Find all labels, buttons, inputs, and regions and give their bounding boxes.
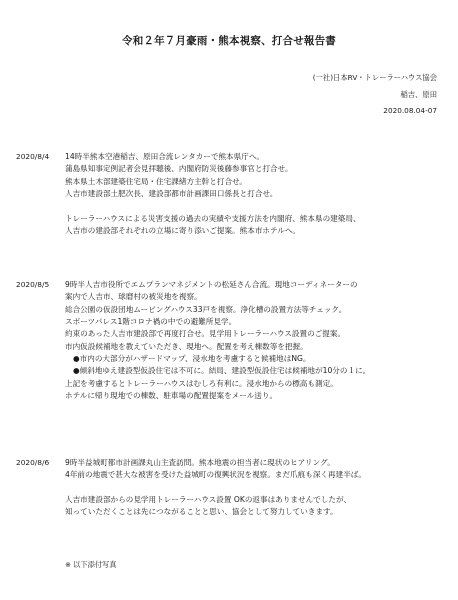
organization-name: (一社)日本RV・トレーラーハウス協会	[312, 73, 437, 82]
section-date: 2020/8/4	[16, 152, 50, 161]
report-line: スポーツパレス1階コロナ禍の中での避難所見学。	[65, 317, 237, 327]
report-line: 案内で人吉市、球磨村の被災地を視察。	[65, 292, 202, 302]
report-line: 蒲島県知事定例記者会見拝聴後、内閣府防災後藤参事官と打合せ。	[65, 164, 293, 174]
report-line: 約束のあった人吉市建設部で再度打合せ。見学用トレーラーハウス設置のご提案。	[65, 329, 346, 339]
report-line: 上記を考慮するとトレーラーハウスはむしろ有利に。浸水地からの標高も測定。	[65, 378, 338, 388]
bullet-line: ●傾斜地ゆえ建設型仮設住宅は不可に。結局、建設型仮設住宅は候補地が10分の１に。	[73, 366, 371, 376]
document-title: 令和２年７月豪雨・熊本視察、打合せ報告書	[122, 35, 336, 47]
report-line: 知っていただくことは先につながることと思い、協会として努力していきます。	[65, 507, 338, 517]
report-line: 14時半熊本空港稲吉、原田合流レンタカーで熊本県庁へ。	[65, 152, 265, 161]
report-line: 人吉市建設部からの見学用トレーラーハウス設置 OKの返事はありませんでしたが、	[65, 495, 352, 505]
report-line: トレーラーハウスによる災害支援の過去の実績や支援方法を内閣府、熊本県の建築局、	[65, 213, 361, 223]
blank-line	[65, 482, 445, 494]
report-line: 9時半益城町都市計画課丸山主査訪問。熊本地震の担当者に現状のヒアリング。	[65, 458, 335, 467]
report-line: 9時半人吉市役所でエムプランマネジメントの松延さん合流。現地コーディネーターの	[65, 280, 358, 289]
authors: 稲吉、原田	[400, 90, 437, 99]
blank-line	[65, 200, 445, 212]
report-line: 総合公園の仮設団地ムービングハウス33戸を視察。浄化槽の設置方法等チェック。	[65, 304, 347, 314]
section-body	[65, 279, 445, 402]
report-line: ホテルに帰り現地での棟数、駐車場の配置提案をメール送り。	[65, 391, 278, 401]
bullet-line: ●市内の大部分がハザードマップ、浸水地を考慮すると候補地はNG。	[73, 354, 311, 364]
attachment-note: ※ 以下添付写真	[65, 560, 117, 569]
section-date: 2020/8/6	[16, 458, 50, 467]
report-line: 人吉市の建設部それぞれの立場に寄り添いご提案。熊本市ホテルへ。	[65, 226, 301, 236]
report-line: 熊本県土木部建築住宅局・住宅課緒方主幹と打合せ。	[65, 176, 248, 186]
section-date: 2020/8/5	[16, 280, 50, 289]
report-line: 市内仮設候補地を教えていただき、現地へ。配置を考え棟数等を把握。	[65, 341, 308, 351]
document-date: 2020.08.04-07	[383, 106, 437, 115]
report-line: 人吉市建設部土肥次長、建設部都市計画課田口係長と打合せ。	[65, 189, 278, 199]
report-line: 4年前の地震で甚大な被害を受けた益城町の復興状況を視察。まだ爪痕も深く再建半ば。	[65, 470, 366, 480]
section-body	[65, 457, 445, 519]
section-body	[65, 151, 445, 237]
